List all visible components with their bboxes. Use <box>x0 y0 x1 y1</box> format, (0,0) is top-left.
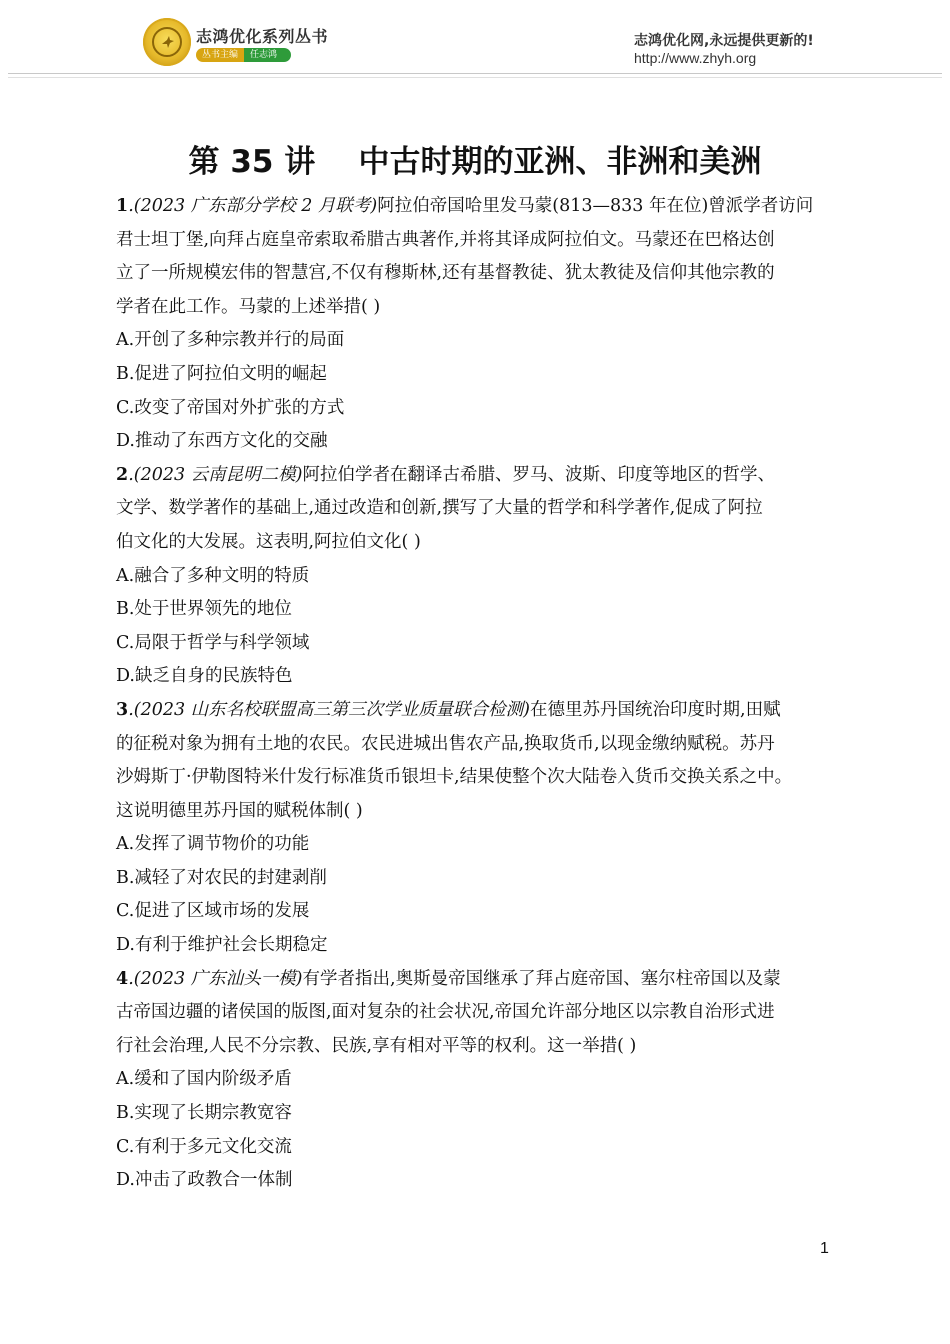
question-source: .(2023 广东部分学校 2 月联考) <box>128 196 378 216</box>
question-number: 2 <box>116 464 129 485</box>
question-2-line <box>116 459 856 493</box>
option-D[interactable]: D.有利于维护社会长期稳定 <box>116 935 328 956</box>
question-text: 立了一所规模宏伟的智慧宫,不仅有穆斯林,还有基督教徒、犹太教徒及信仰其他宗教的 <box>116 263 775 284</box>
question-number: 4 <box>116 968 129 989</box>
question-text: 这说明德里苏丹国的赋税体制( ) <box>116 800 363 821</box>
question-3-line <box>116 728 856 762</box>
question-1-line <box>116 190 856 224</box>
question-source: .(2023 山东名校联盟高三第三次学业质量联合检测) <box>128 699 531 720</box>
editor-name: 任志鸿 <box>244 48 291 62</box>
bird-icon <box>161 35 175 49</box>
question-number: 1 <box>116 196 129 216</box>
option-A[interactable]: A.融合了多种文明的特质 <box>116 565 310 586</box>
question-source: .(2023 云南昆明二模) <box>128 464 303 485</box>
page-title: 第 35 讲 中古时期的亚洲、非洲和美洲 <box>188 144 762 180</box>
question-3-line <box>116 795 856 829</box>
question-text: 的征税对象为拥有土地的农民。农民进城出售农产品,换取货币,以现金缴纳赋税。苏丹 <box>116 733 775 754</box>
page-number: 1 <box>820 1240 829 1257</box>
question-text: 行社会治理,人民不分宗教、民族,享有相对平等的权利。这一举措( ) <box>116 1035 637 1056</box>
question-source: .(2023 广东汕头一模) <box>128 968 303 989</box>
option-A[interactable]: A.开创了多种宗教并行的局面 <box>116 330 345 351</box>
question-3-line <box>116 761 856 795</box>
question-2-line <box>116 492 856 526</box>
option-C[interactable]: C.改变了帝国对外扩张的方式 <box>116 397 345 418</box>
question-text: 沙姆斯丁·伊勒图特米什发行标准货币银坦卡,结果使整个次大陆卷入货币交换关系之中。 <box>116 767 793 788</box>
option-B[interactable]: B.促进了阿拉伯文明的崛起 <box>116 363 327 384</box>
option-B[interactable]: B.减轻了对农民的封建剥削 <box>116 867 327 888</box>
option-C[interactable]: C.有利于多元文化交流 <box>116 1136 292 1157</box>
question-2-line <box>116 526 856 560</box>
question-1-line <box>116 257 856 291</box>
editor-label: 丛书主编 <box>196 48 244 62</box>
question-1-line <box>116 224 856 258</box>
question-number: 3 <box>116 699 129 720</box>
option-B[interactable]: B.处于世界领先的地位 <box>116 599 292 620</box>
question-text: 君士坦丁堡,向拜占庭皇帝索取希腊古典著作,并将其译成阿拉伯文。马蒙还在巴格达创 <box>116 229 775 250</box>
question-text: 阿拉伯帝国哈里发马蒙(813—833 年在位)曾派学者访问 <box>377 196 814 216</box>
option-D[interactable]: D.缺乏自身的民族特色 <box>116 666 293 687</box>
question-text: 伯文化的大发展。这表明,阿拉伯文化( ) <box>116 531 421 552</box>
header-slogan: 志鸿优化网,永远提供更新的! <box>634 33 814 49</box>
question-text: 在德里苏丹国统治印度时期,田赋 <box>530 699 781 720</box>
question-text: 有学者指出,奥斯曼帝国继承了拜占庭帝国、塞尔柱帝国以及蒙 <box>302 968 781 989</box>
logo-seal-icon <box>143 18 191 66</box>
option-D[interactable]: D.冲击了政教合一体制 <box>116 1170 293 1191</box>
series-title: 志鸿优化系列丛书 <box>196 27 329 46</box>
question-list <box>116 190 856 1198</box>
question-text: 学者在此工作。马蒙的上述举措( ) <box>116 296 381 317</box>
question-text: 阿拉伯学者在翻译古希腊、罗马、波斯、印度等地区的哲学、 <box>302 464 776 485</box>
question-text: 文学、数学著作的基础上,通过改造和创新,撰写了大量的哲学和科学著作,促成了阿拉 <box>116 498 763 519</box>
header-divider-secondary <box>8 77 942 78</box>
header-divider <box>8 73 942 74</box>
question-text: 古帝国边疆的诸侯国的版图,面对复杂的社会状况,帝国允许部分地区以宗教自治形式进 <box>116 1002 775 1023</box>
header-url[interactable]: http://www.zhyh.org <box>634 50 757 66</box>
question-4-line <box>116 963 856 997</box>
page-header <box>0 0 950 80</box>
question-4-line <box>116 996 856 1030</box>
option-A[interactable]: A.发挥了调节物价的功能 <box>116 834 310 855</box>
question-1-line <box>116 291 856 325</box>
editor-badge <box>196 48 291 62</box>
question-3-line <box>116 694 856 728</box>
logo-ring <box>152 27 182 57</box>
question-4-line <box>116 1030 856 1064</box>
option-C[interactable]: C.局限于哲学与科学领域 <box>116 632 310 653</box>
option-D[interactable]: D.推动了东西方文化的交融 <box>116 431 328 452</box>
option-C[interactable]: C.促进了区域市场的发展 <box>116 901 310 922</box>
option-A[interactable]: A.缓和了国内阶级矛盾 <box>116 1069 292 1090</box>
option-B[interactable]: B.实现了长期宗教宽容 <box>116 1103 292 1124</box>
